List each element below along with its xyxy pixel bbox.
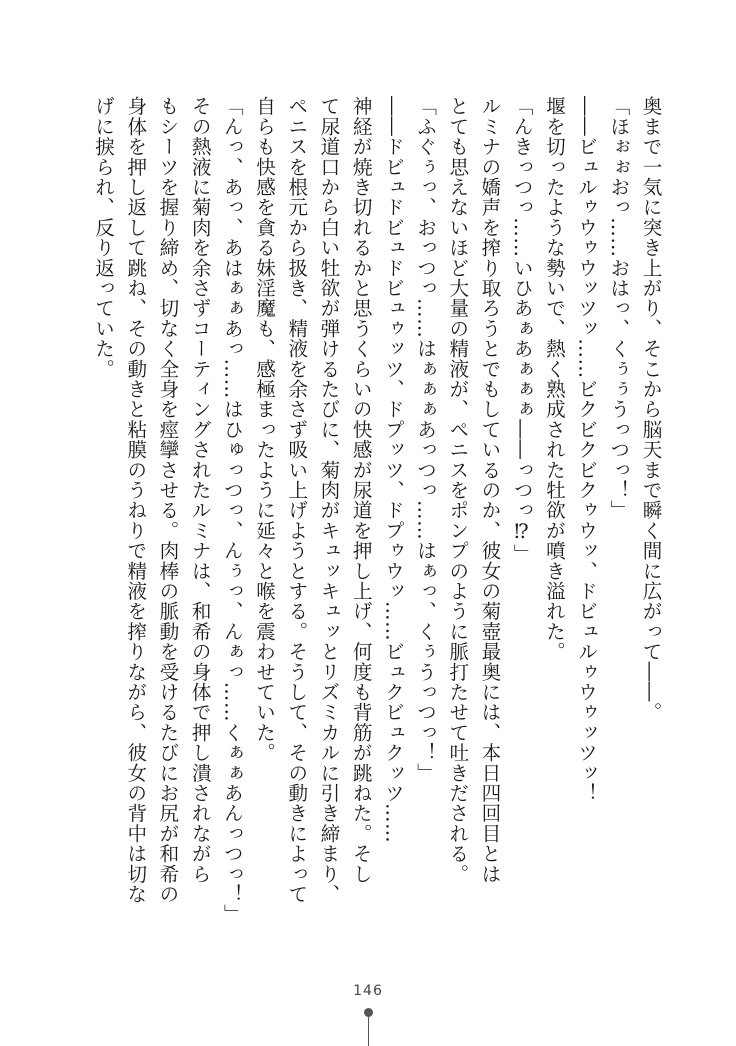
text-line: ――ドビュドビュドビュゥッツ、ドプッツ、ドプゥウッ……ビュクビュクッツ…… [381,96,405,844]
page-number: 146 [353,983,383,999]
text-line: 「ふぐぅっ、おっつっ……はぁぁぁあっつっ……はぁっ、くぅうっつっ！」 [413,96,437,783]
text-line: 「んっ、あっ、あはぁぁあっ……はひゅっつっ、んぅっ、んぁっ……くぁぁあんっつっ！」 [220,96,244,925]
text-line: 神経が焼き切れるかと思うくらいの快感が尿道を押し上げ、何度も背筋が跳ねた。そし [349,96,373,884]
text-line: その熱液に菊肉を余さずコーティングされたルミナは、和希の身体で押し潰されながら [188,96,212,884]
text-line: もシーツを握り締め、切なく全身を痙攣させる。肉棒の脈動を受けるたびにお尻が和希の [155,96,179,904]
text-line: ルミナの嬌声を搾り取ろうとでもしているのか、彼女の菊壺最奥には、本日四回目とは [477,96,501,884]
text-line: て尿道口から白い牡欲が弾けるたびに、菊肉がキュッキュッとリズミカルに引き締まり、 [316,96,340,904]
page-ornament-icon [368,1008,376,1038]
text-line: 自らも快感を貪る妹淫魔も、感極まったように延々と喉を震わせていた。 [252,96,276,763]
ornament-line [368,1016,369,1046]
text-line: 「んきっつっ……いひあぁあぁぁぁ――っつっ⁉」 [510,96,534,564]
text-line: げに捩られ、反り返っていた。 [91,96,115,379]
text-line: ペニスを根元から扱き、精液を余さず吸い上げようとする。そうして、その動きによって [284,96,308,904]
vertical-text-body [86,96,666,976]
text-line: 堰を切ったような勢いで、熱く熟成された牡欲が噴き溢れた。 [542,96,566,662]
text-line: 「ほぉぉおっ……おはっ、くぅぅうっつっ！」 [606,96,630,521]
text-line: 奥まで一気に突き上がり、そこから脳天まで瞬く間に広がって――。 [639,96,662,723]
text-line: とても思えないほど大量の精液が、ペニスをポンプのように脈打たせて吐きだされる。 [445,96,469,884]
text-line: 身体を押し返して跳ね、その動きと粘膜のうねりで精液を搾りながら、彼女の背中は切な [123,96,147,904]
text-line: ――ビュルゥウゥウッツッ……ビクビクビクゥウッ、ドビュルゥウゥッツッ！ [574,96,598,803]
